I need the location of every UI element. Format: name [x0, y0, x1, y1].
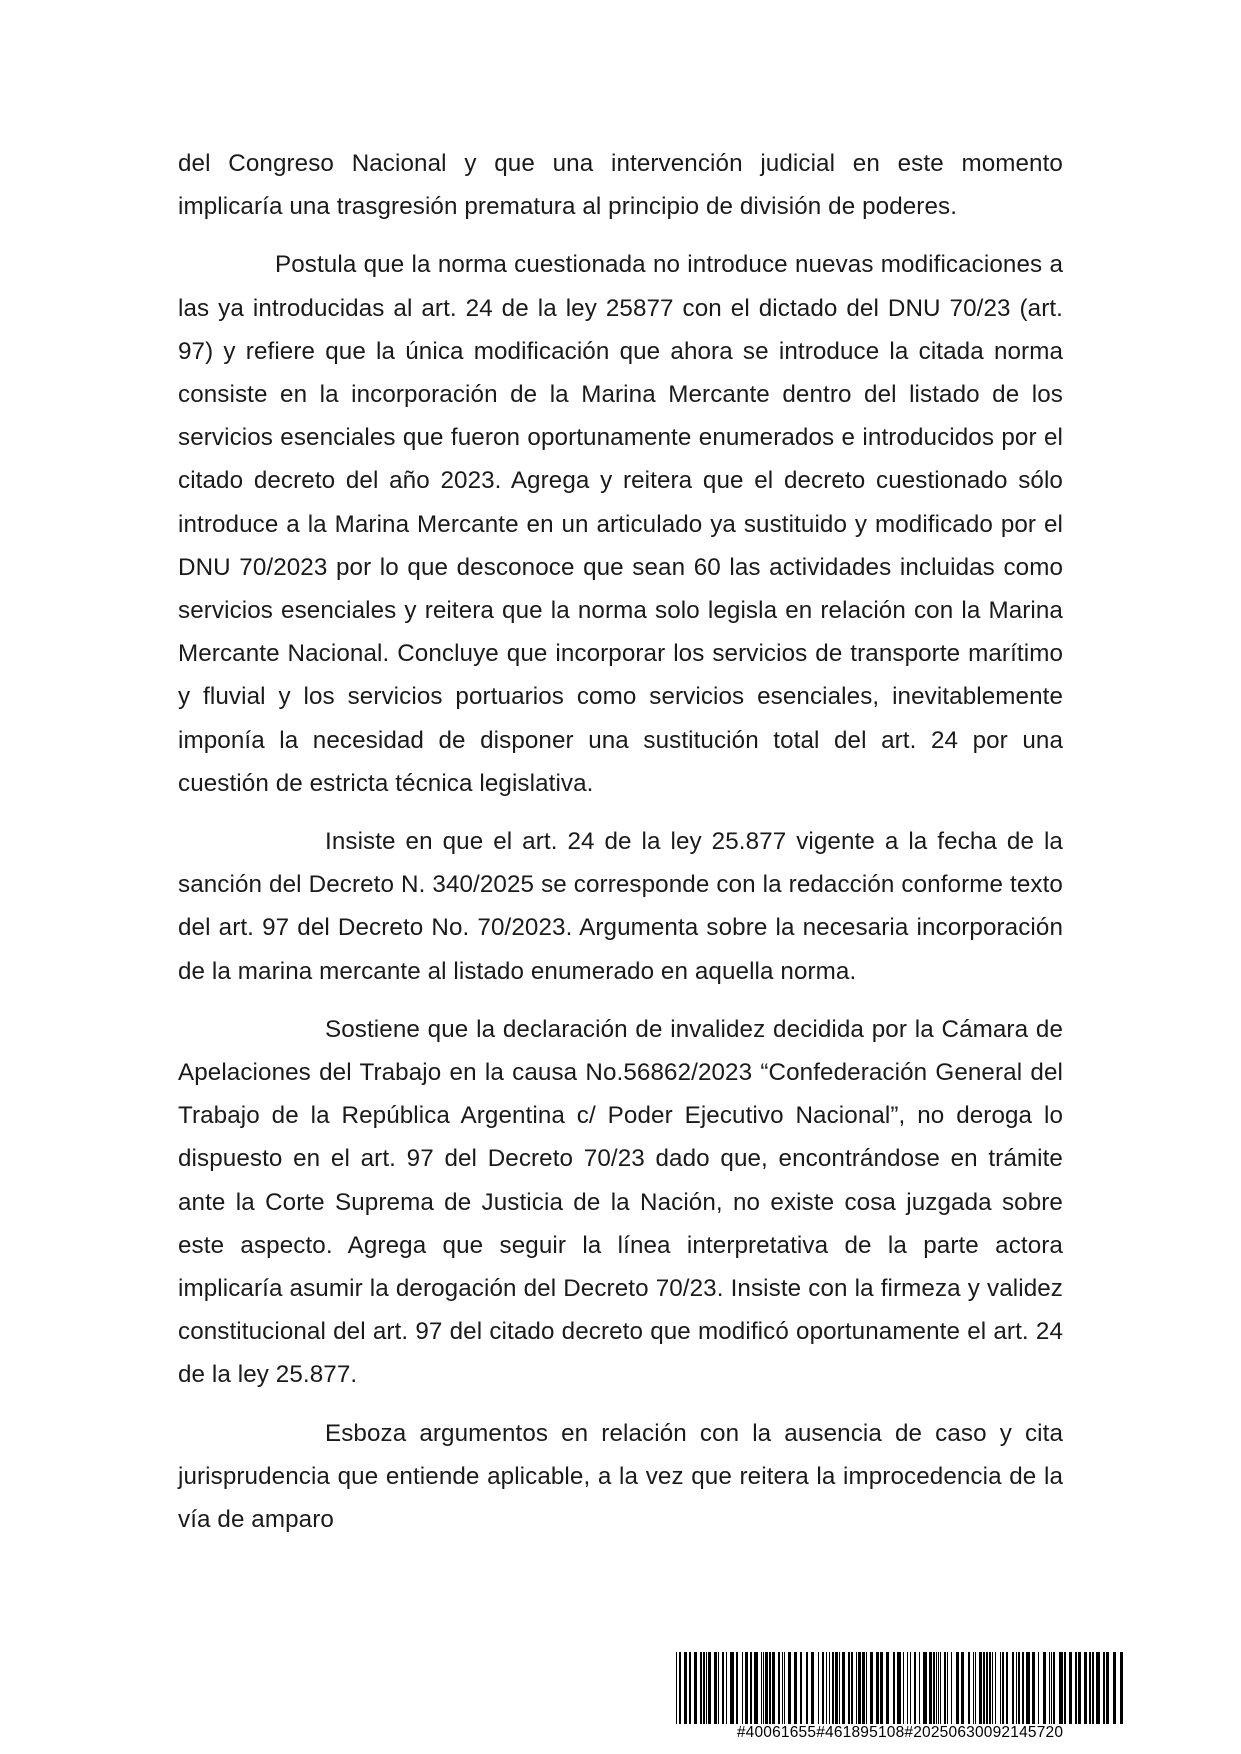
barcode-bar: [914, 1652, 916, 1724]
barcode-bar: [778, 1652, 780, 1724]
barcode-bar: [818, 1652, 819, 1724]
barcode-bar: [784, 1652, 785, 1724]
barcode-bar: [736, 1652, 738, 1724]
barcode-bar: [951, 1652, 952, 1724]
barcode-bar: [835, 1652, 838, 1724]
barcode-bar: [851, 1652, 853, 1724]
paragraph-sostiene: Sostiene que la declaración de invalidez decidida por la Cámara de Apelaciones del Trabajo en la causa No.56862/2023 “Confederación General del Trabajo de la República Argentina c/ Poder Ejecutivo Nacional”, no deroga lo dispuesto en el art. 97 del Decreto 70/23 dado que, encontrándose en trámite ante la Corte Suprema de Justicia de la Nación, no existe cosa juzgada sobre este aspecto. Agrega que seguir la línea interpretativa de la parte actora implicaría asumir la derogación del Decreto 70/23. Insiste con la firmeza y validez constitucional del art. 97 del citado decreto que modificó oportunamente el art. 24 de la ley 25.877.: [178, 1015, 1063, 1389]
paragraph-esboza: Esboza argumentos en relación con la ausencia de caso y cita jurisprudencia que entiende aplicable, a la vez que reitera la improcedencia de la vía de amparo: [178, 1419, 1063, 1534]
barcode-bar: [1049, 1652, 1050, 1724]
barcode-bar: [1078, 1652, 1081, 1724]
barcode-bar: [1059, 1652, 1063, 1724]
barcode-bar: [700, 1652, 702, 1724]
paragraph-continuation: del Congreso Nacional y que una intervención judicial en este momento implicaría una trasgresión prematura al principio de división de poderes.: [178, 150, 1063, 221]
barcode-bar: [940, 1652, 941, 1724]
barcode-bar: [961, 1652, 964, 1724]
barcode-bar: [1032, 1652, 1035, 1724]
barcode-bar: [975, 1652, 976, 1724]
barcode-bar: [806, 1652, 808, 1724]
barcode-bar: [1096, 1652, 1100, 1724]
barcode-bar: [938, 1652, 939, 1724]
barcode-bar: [832, 1652, 834, 1724]
barcode-bar: [1000, 1652, 1001, 1724]
barcode-bar: [880, 1652, 883, 1724]
barcode-bar: [986, 1652, 988, 1724]
barcode-bar: [858, 1652, 861, 1724]
barcode-bar: [1120, 1652, 1123, 1724]
barcode-bar: [856, 1652, 857, 1724]
barcode-bar: [973, 1652, 974, 1724]
barcode-bar: [1038, 1652, 1039, 1724]
barcode-bar: [992, 1652, 993, 1724]
barcode-bar: [907, 1652, 908, 1724]
barcode-bar: [689, 1652, 691, 1724]
barcode-bar: [694, 1652, 697, 1724]
barcode-bar: [1106, 1652, 1109, 1724]
barcode-bar: [706, 1652, 707, 1724]
barcode-bar: [862, 1652, 865, 1724]
barcode-bar: [1064, 1652, 1066, 1724]
barcode-bar: [947, 1652, 948, 1724]
barcode-bar: [1002, 1652, 1004, 1724]
barcode-bars: [674, 1652, 1126, 1724]
barcode-bar: [1022, 1652, 1024, 1724]
barcode-bar: [1092, 1652, 1094, 1724]
barcode-bar: [1069, 1652, 1072, 1724]
barcode-bar: [1026, 1652, 1030, 1724]
barcode-bar: [903, 1652, 904, 1724]
barcode-bar: [829, 1652, 830, 1724]
barcode-bar: [1006, 1652, 1008, 1724]
barcode-bar: [788, 1652, 791, 1724]
barcode-bar: [703, 1652, 705, 1724]
barcode-bar: [726, 1652, 727, 1724]
paragraph-postula: Postula que la norma cuestionada no introduce nuevas modificaciones a las ya introducidas al art. 24 de la ley 25877 con el dictado del DNU 70/23 (art. 97) y refiere que la única modificación que ahora se introduce la citada norma consiste en la incorporación de la Marina Mercante dentro del listado de los servicios esenciales que fueron oportunamente enumerados e introducidos por el citado decreto del año 2023. Agrega y reitera que el decreto cuestionado sólo introduce a la Marina Mercante en un articulado ya sustituido y modificado por el DNU 70/2023 por lo que desconoce que sean 60 las actividades incluidas como servicios esenciales y reitera que la norma solo legisla en relación con la Marina Mercante Nacional. Concluye que incorporar los servicios de transporte marítimo y fluvial y los servicios portuarios como servicios esenciales, inevitablemente imponía la necesidad de disponer una sustitución total del art. 24 por una cuestión de estricta técnica legislativa.: [178, 251, 1063, 797]
barcode-bar: [769, 1652, 771, 1724]
barcode-caption: #40061655#461895108#20250630092145720: [736, 1724, 1064, 1741]
barcode-bar: [876, 1652, 879, 1724]
barcode-bar: [772, 1652, 775, 1724]
barcode-bar: [893, 1652, 895, 1724]
barcode-bar: [718, 1652, 719, 1724]
barcode-bar: [979, 1652, 982, 1724]
barcode-bar: [794, 1652, 797, 1724]
barcode-bar: [866, 1652, 867, 1724]
barcode-bar: [929, 1652, 932, 1724]
barcode-bar: [782, 1652, 783, 1724]
barcode-bar: [842, 1652, 845, 1724]
barcode-bar: [1012, 1652, 1014, 1724]
barcode-bar: [750, 1652, 752, 1724]
barcode-bar: [944, 1652, 946, 1724]
barcode-bar: [822, 1652, 824, 1724]
barcode-bar: [1075, 1652, 1077, 1724]
barcode-bar: [897, 1652, 901, 1724]
barcode-bar: [730, 1652, 734, 1724]
barcode-bar: [886, 1652, 889, 1724]
barcode-bar: [956, 1652, 959, 1724]
barcode-bar: [1089, 1652, 1091, 1724]
barcode-bar: [839, 1652, 840, 1724]
barcode-bar: [761, 1652, 762, 1724]
paragraph-insiste: Insiste en que el art. 24 de la ley 25.877 vigente a la fecha de la sanción del Decreto N. 340/2025 se corresponde con la redacción conforme texto del art. 97 del Decreto No. 70/2023. Argumenta sobre la necesaria incorporación de la marina mercante al listado enumerado en aquella norma.: [178, 828, 1063, 985]
barcode-bar: [936, 1652, 937, 1724]
barcode-bar: [989, 1652, 991, 1724]
barcode-bar: [1103, 1652, 1105, 1724]
barcode-bar: [800, 1652, 802, 1724]
barcode-bar: [763, 1652, 764, 1724]
barcode-bar: [676, 1652, 677, 1724]
barcode-bar: [742, 1652, 743, 1724]
barcode-bar: [923, 1652, 927, 1724]
barcode-bar: [684, 1652, 687, 1724]
barcode-bar: [722, 1652, 724, 1724]
barcode-bar: [995, 1652, 996, 1724]
barcode-bar: [1053, 1652, 1055, 1724]
barcode-bar: [745, 1652, 748, 1724]
barcode-bar: [1113, 1652, 1116, 1724]
barcode-bar: [983, 1652, 985, 1724]
barcode-bar: [1016, 1652, 1017, 1724]
barcode-bar: [714, 1652, 717, 1724]
barcode-bar: [708, 1652, 711, 1724]
document-body: [178, 142, 1063, 1556]
barcode-bar: [754, 1652, 758, 1724]
barcode-bar: [826, 1652, 827, 1724]
barcode-bar: [933, 1652, 935, 1724]
barcode-bar: [679, 1652, 681, 1724]
barcode-bar: [1043, 1652, 1046, 1724]
barcode-bar: [765, 1652, 768, 1724]
barcode-bar: [870, 1652, 873, 1724]
barcode-bar: [848, 1652, 850, 1724]
barcode-bar: [811, 1652, 814, 1724]
barcode-bar: [968, 1652, 970, 1724]
barcode-bar: [1018, 1652, 1020, 1724]
barcode-bar: [1051, 1652, 1052, 1724]
barcode-bar: [1084, 1652, 1087, 1724]
barcode-bar: [910, 1652, 911, 1724]
barcode: [674, 1652, 1126, 1742]
barcode-bar: [919, 1652, 920, 1724]
